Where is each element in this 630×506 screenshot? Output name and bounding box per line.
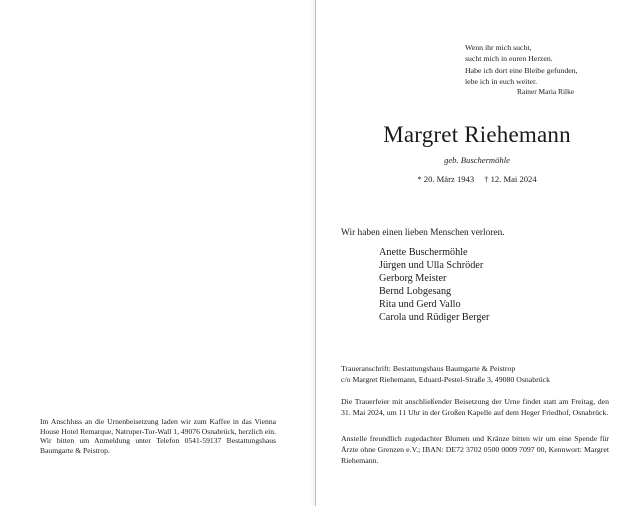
poem-line: sucht mich in euren Herzen. bbox=[465, 54, 553, 64]
list-item: Gerborg Meister bbox=[379, 273, 447, 284]
deceased-name: Margret Riehemann bbox=[383, 122, 571, 147]
list-item: Rita und Gerd Vallo bbox=[379, 299, 461, 310]
list-item: Anette Buschermöhle bbox=[379, 247, 468, 258]
funeral-notice: Die Trauerfeier mit anschließender Beisetzung der Urne findet statt am Freitag, den 31. Mai 2024, um 11 Uhr in der Großen Kapelle auf dem Heger Friedhof, Osnabrück. bbox=[341, 397, 609, 418]
death-date: † 12. Mai 2024 bbox=[484, 174, 537, 184]
poem bbox=[465, 42, 605, 88]
mourning-intro: Wir haben einen lieben Menschen verloren. bbox=[341, 228, 505, 238]
page-fold bbox=[310, 0, 316, 506]
list-item: Jürgen und Ulla Schröder bbox=[379, 260, 484, 271]
mourning-address bbox=[341, 363, 609, 385]
poem-line: lebe ich in euch weiter. bbox=[465, 77, 538, 87]
mourners-list bbox=[379, 246, 489, 324]
life-dates bbox=[377, 174, 577, 184]
list-item: Carola und Rüdiger Berger bbox=[379, 312, 490, 323]
reception-note bbox=[40, 417, 276, 455]
poem-line: Habe ich dort eine Bleibe gefunden, bbox=[465, 65, 578, 75]
reception-invitation: Im Anschluss an die Urnenbeisetzung laden wir zum Kaffee in das Vienna House Hotel Remarque, Natruper-Tor-Wall 1, 49076 Osnabrück, herzlich ein. bbox=[40, 417, 276, 436]
maiden-name: geb. Buschermöhle bbox=[444, 155, 510, 165]
donation-notice: Anstelle freundlich zugedachter Blumen und Kränze bitten wir um eine Spende für Ärzte ohne Grenzen e.V.; IBAN: DE72 3702 0500 0009 7097 00, Kennwort: Margret Riehemann. bbox=[341, 434, 609, 466]
right-page bbox=[317, 0, 630, 506]
registration-request: Wir bitten um Anmeldung unter Telefon 0541-59137 Bestattungshaus Baumgarte & Peistrop. bbox=[40, 436, 276, 455]
poem-line: Wenn ihr mich sucht, bbox=[465, 43, 532, 52]
birth-date: * 20. März 1943 bbox=[417, 174, 475, 184]
address-line: Traueranschrift: Bestattungshaus Baumgarte & Peistrop bbox=[341, 364, 516, 373]
poem-author: Rainer Maria Rilke bbox=[517, 87, 575, 96]
address-line: c/o Margret Riehemann, Eduard-Pestel-Straße 3, 49080 Osnabrück bbox=[341, 375, 551, 385]
list-item: Bernd Lobgesang bbox=[379, 286, 452, 297]
